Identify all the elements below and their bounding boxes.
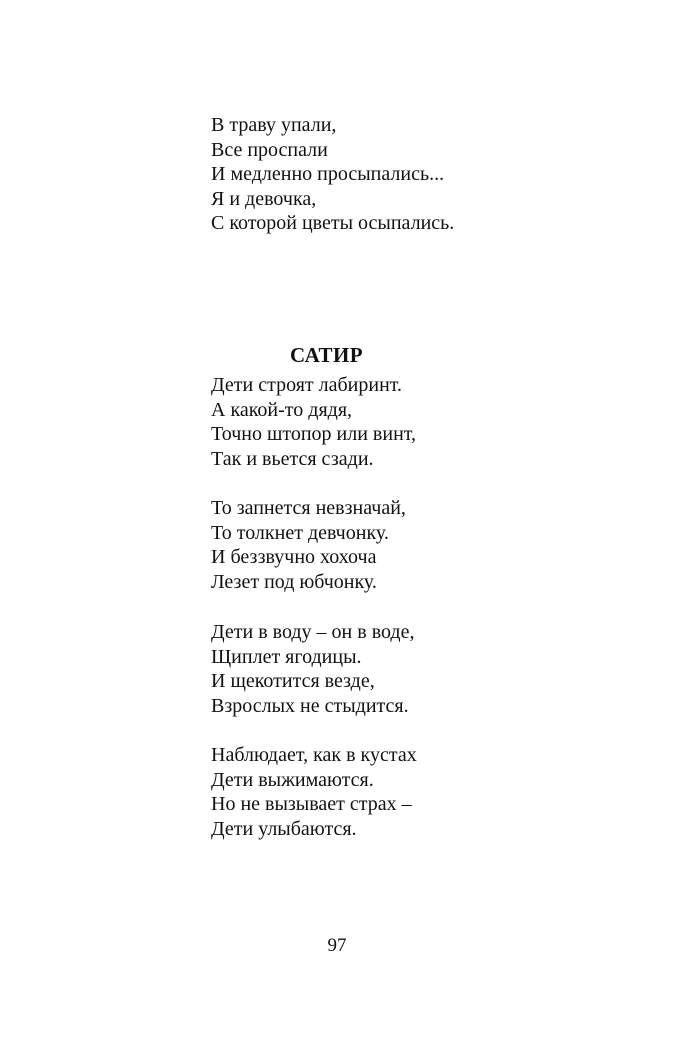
poem-line: И медленно просыпались... (211, 163, 445, 185)
poem-line: И беззвучно хохоча (211, 546, 377, 568)
poem-line: И щекотится везде, (211, 670, 375, 692)
poem-stanza-2 (211, 496, 611, 594)
poem-line: Щиплет ягодицы. (211, 645, 362, 668)
poem-line: Все проспали (211, 138, 328, 161)
poem-line: Но не вызывает страх – (211, 793, 412, 815)
page-number: 97 (327, 935, 347, 956)
poem-line: Так и вьется сзади. (211, 447, 374, 470)
poem-line: Дети выжимаются. (211, 768, 374, 791)
poem-title: САТИР (290, 343, 364, 367)
poem-line: С которой цветы осыпались. (211, 212, 455, 234)
poem-line: Я и девочка, (211, 187, 317, 210)
poem-line: Взрослых не стыдится. (211, 694, 409, 717)
poem-line: То толкнет девчонку. (211, 521, 389, 544)
poem-line: Дети строят лабиринт. (211, 374, 403, 396)
poem-line: Лезет под юбчонку. (211, 570, 377, 593)
closing-stanza-previous-poem (211, 113, 611, 236)
poem-line: Наблюдает, как в кустах (211, 744, 417, 766)
poem-line: То запнется невзначай, (211, 497, 406, 519)
poem-stanza-1 (211, 373, 611, 471)
poem-stanza-3 (211, 620, 611, 718)
poem-line: Точно штопор или винт, (211, 423, 417, 445)
poem-line: В траву упали, (211, 114, 337, 136)
poem-stanza-4 (211, 743, 611, 841)
poem-line: А какой-то дядя, (211, 398, 353, 421)
poem-line: Дети улыбаются. (211, 817, 357, 840)
poem-line: Дети в воду – он в воде, (211, 621, 415, 643)
